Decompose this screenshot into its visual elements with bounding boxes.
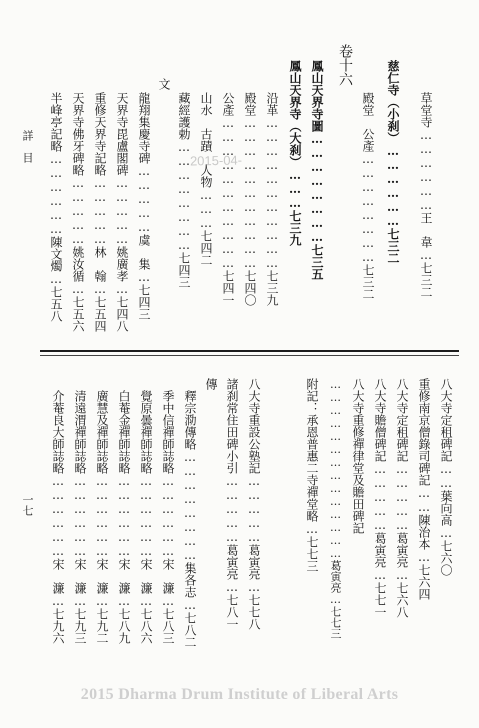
- toc-entry: 殿堂……………………………七四〇: [243, 92, 257, 306]
- toc-entry: 覺原曇禪師誌略………………宋 濂…七八六: [139, 390, 153, 644]
- toc-section-heading: 傳: [204, 378, 218, 390]
- toc-entry: 天界寺佛牙碑略……………姚汝循…七五六: [71, 92, 85, 332]
- section-divider-thin: [40, 355, 459, 356]
- date-stamp: 2015-04-: [189, 152, 243, 169]
- toc-entry: 鳳山天界寺圖……………………七三五: [310, 60, 324, 280]
- toc-entry: 半峰亭記略………………陳文燭…七五八: [49, 92, 63, 322]
- toc-entry: 附記：承恩普惠二寺禪堂略…七七三: [305, 378, 319, 572]
- toc-entry: 草堂寺………………王 韋…七三二: [419, 92, 433, 298]
- toc-entry: 龍翔集慶寺碑……………虞 集…七四三: [137, 92, 151, 320]
- toc-entry: 殿堂 公產……………………七三二: [361, 92, 375, 300]
- section-divider: [40, 350, 459, 352]
- page-number: 一七: [21, 494, 34, 516]
- toc-entry: 八大寺定租碑記……………葛寅亮…七六八: [395, 378, 409, 618]
- toc-entry: 重修天界寺記略……………林 翰…七五四: [93, 92, 107, 332]
- toc-entry: 廣慧及禪師誌略………………宋 濂…七九二: [95, 390, 109, 644]
- toc-entry: 慈仁寺（小刹）………………七三二: [386, 60, 400, 264]
- toc-entry: 公產……………………………七四一: [221, 92, 235, 306]
- toc-entry: 八大寺重設公塾記……………葛寅亮…七七八: [247, 378, 261, 630]
- toc-entry: 季中信禪師誌略………………宋 濂…七八三: [161, 390, 175, 644]
- toc-entry: 山水 古蹟 人物………七四二: [199, 92, 213, 266]
- toc-entry: 鳳山天界寺（大刹）………七三九: [288, 60, 302, 246]
- running-title: 詳 目: [21, 130, 34, 163]
- toc-entry: 八大寺重修禪律堂及贍田碑記: [351, 378, 365, 534]
- toc-entry: 諸刹常住田碑小引……………葛寅亮…七八一: [225, 378, 239, 630]
- toc-volume-heading: 卷十六: [337, 44, 353, 86]
- institution-footer: 2015 Dharma Drum Institute of Liberal Arts: [80, 686, 399, 703]
- toc-entry: 藏經護勅……………………七四三: [177, 92, 191, 288]
- toc-entry: 重修南京僧錄司碑記……陳治本…七六四: [417, 378, 431, 600]
- toc-entry: 介菴良大師誌略………………宋 濂…七九六: [51, 390, 65, 644]
- toc-entry: 八大寺定租碑記……葉向高…七六〇: [439, 378, 453, 576]
- toc-entry: 白菴金禪師誌略………………宋 濂…七八九: [117, 390, 131, 644]
- toc-entry: 八大寺贍僧碑記……………葛寅亮…七七一: [373, 378, 387, 618]
- toc-entry-continuation: ……………………………………葛寅亮…七七三: [329, 378, 342, 639]
- toc-entry: 釋宗泐傳略……………………集各志…七八二: [183, 390, 197, 648]
- toc-entry: 沿革……………………………七三九: [265, 92, 279, 306]
- toc-section-heading: 文: [157, 78, 171, 90]
- toc-entry: 清遠渭禪師誌略………………宋 濂…七九三: [73, 390, 87, 644]
- toc-entry: 天界寺毘盧閣碑……………姚廣孝…七四八: [115, 92, 129, 332]
